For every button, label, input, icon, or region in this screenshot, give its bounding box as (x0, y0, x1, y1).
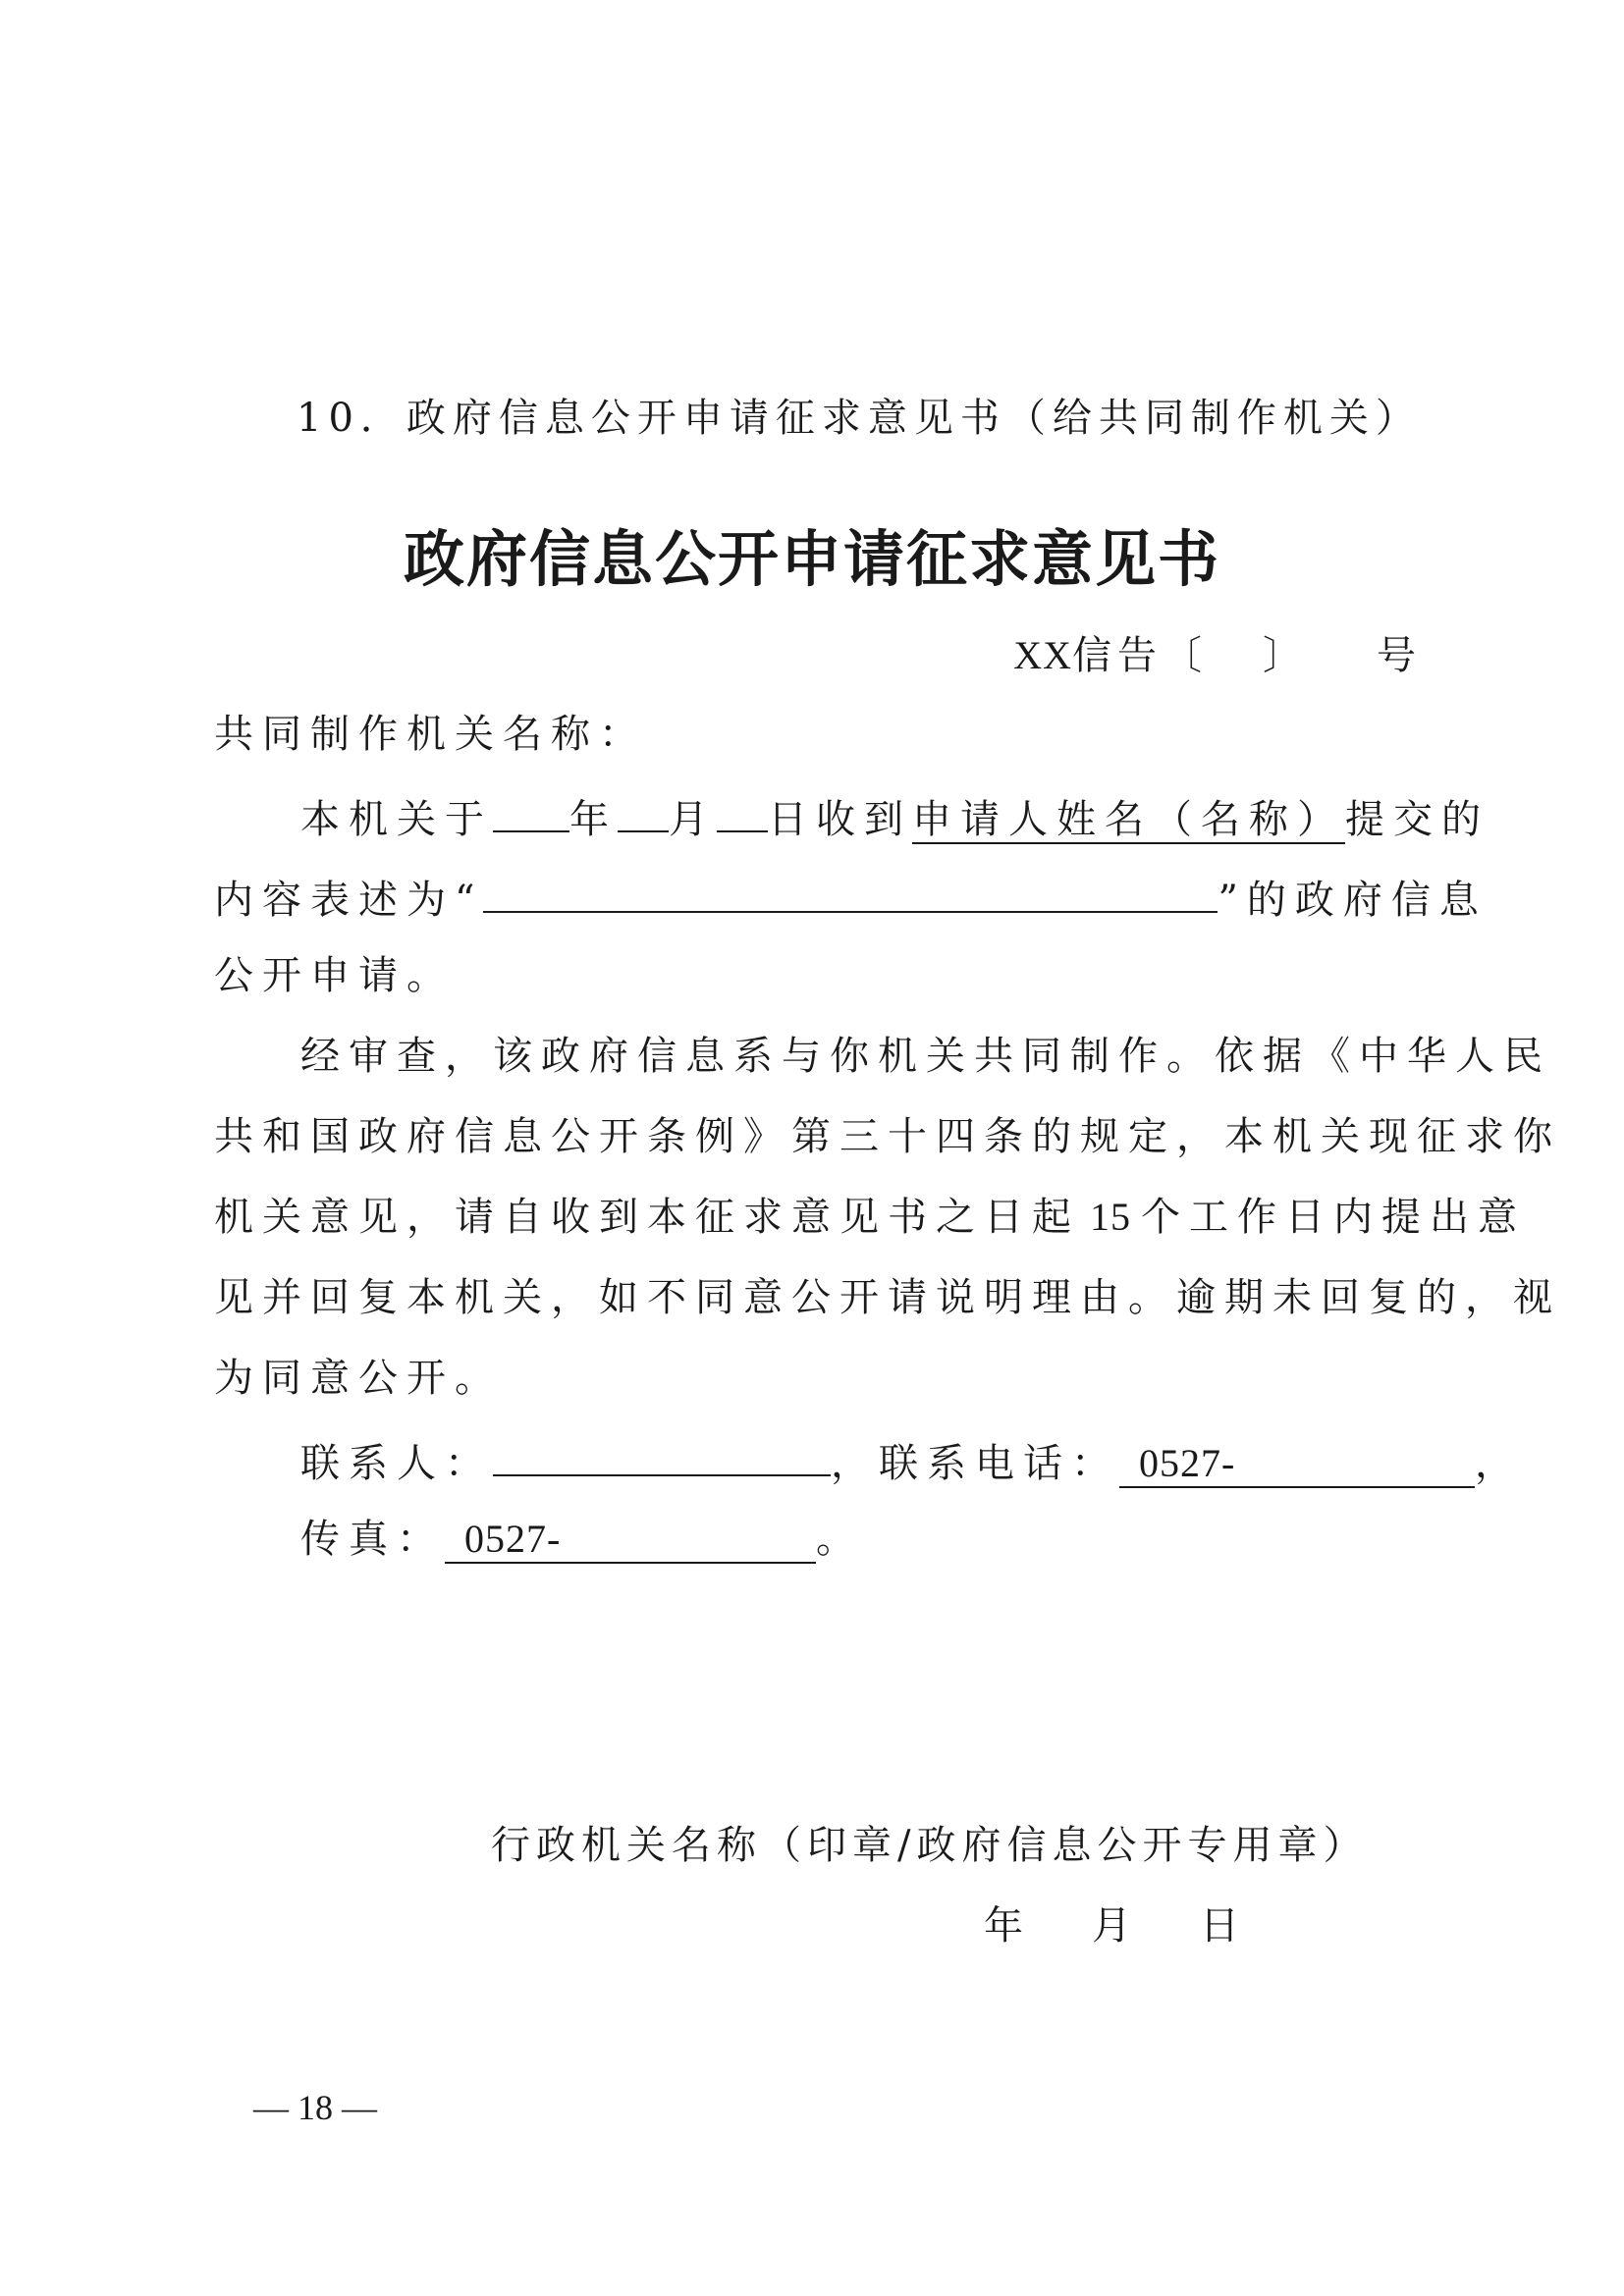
doc-number-suffix: 号 (1377, 633, 1422, 678)
para1-submitted: 提交的 (1345, 797, 1489, 842)
contact-phone-label: ，联系电话： (831, 1441, 1119, 1486)
date-day: 日 (1200, 1903, 1239, 1949)
para1-line3: 公开申请。 (214, 953, 455, 998)
doc-number-prefix: XX (1013, 633, 1072, 677)
para1-month: 月 (669, 797, 717, 842)
fax-label: 传真： (300, 1517, 445, 1562)
para2-line2: 共和国政府信息公开条例》第三十四条的规定，本机关现征求你 (214, 1114, 1561, 1159)
content-blank (483, 866, 1218, 913)
contact-phone-field: 0527- (1119, 1441, 1475, 1488)
para1-line2 (214, 866, 1488, 925)
para2-line3-c: 个工作日内提出意 (1141, 1195, 1526, 1240)
para1-line2-end: ”的政府信息 (1218, 878, 1488, 923)
para1-day-received: 日收到 (768, 797, 912, 842)
page-number: — 18 — (253, 2088, 377, 2127)
para2-days: 15 (1090, 1195, 1131, 1239)
addressee-line: 共同制作机关名称： (214, 712, 647, 757)
contact-line (214, 1429, 1523, 1488)
para1-lead: 本机关于 (300, 797, 493, 842)
year-blank (493, 785, 569, 832)
date-year: 年 (984, 1903, 1023, 1949)
para1-year: 年 (569, 797, 618, 842)
date-line (984, 1896, 1239, 1955)
contact-person-label: 联系人： (300, 1441, 493, 1486)
issuing-agency-signoff: 行政机关名称（印章/政府信息公开专用章） (491, 1823, 1369, 1868)
para2-line3 (214, 1188, 1526, 1247)
para1-line2-start: 内容表述为“ (214, 878, 484, 923)
para2-line1-text: 经审查，该政府信息系与你机关共同制作。依据《中华人民 (300, 1034, 1551, 1079)
applicant-name-field: 申请人姓名（名称） (912, 797, 1345, 842)
fax-line (214, 1510, 1422, 1569)
doc-number-middle: 信告〔 (1072, 633, 1208, 678)
fax-field: 0527- (445, 1517, 816, 1564)
para2-line5: 为同意公开。 (214, 1356, 503, 1401)
fax-end: 。 (816, 1517, 864, 1562)
document-title: 政府信息公开申请征求意见书 (403, 523, 1220, 595)
para2-line3-a: 机关意见，请自收到本征求意见书之日起 (214, 1195, 1080, 1240)
month-blank (618, 785, 669, 832)
document-number (1013, 626, 1422, 685)
contact-phone-end: ， (1475, 1441, 1523, 1486)
form-caption: 10．政府信息公开申请征求意见书（给共同制作机关） (297, 396, 1422, 441)
para2-line4: 见并回复本机关，如不同意公开请说明理由。逾期未回复的，视 (214, 1275, 1561, 1320)
day-blank (717, 785, 768, 832)
contact-person-blank (493, 1429, 831, 1476)
para1-line1 (214, 785, 1489, 844)
para2-line1 (214, 1027, 1551, 1086)
doc-number-bracket-close: 〕 (1263, 633, 1308, 678)
date-month: 月 (1092, 1903, 1131, 1949)
